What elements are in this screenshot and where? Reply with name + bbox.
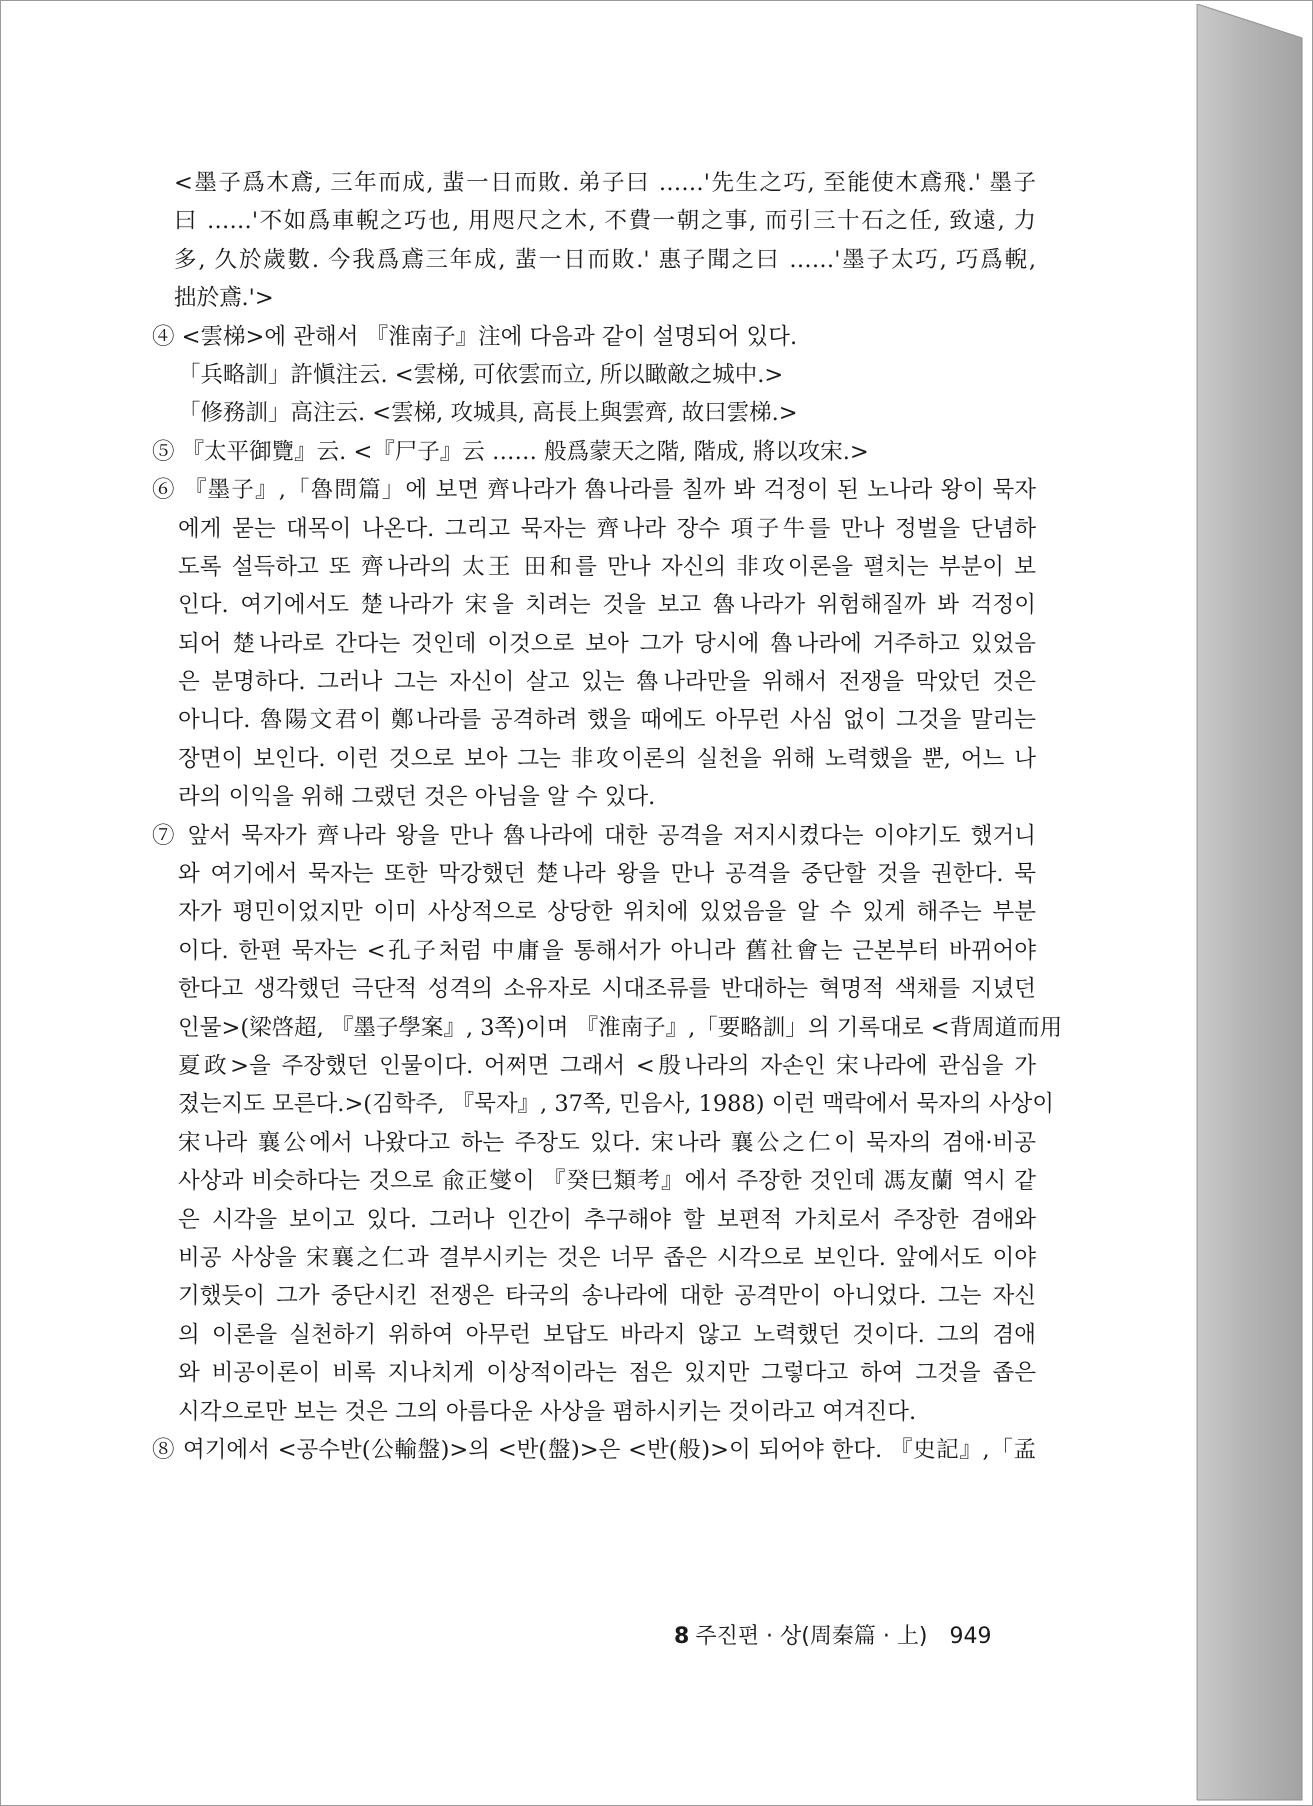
footnote-line: 비공 사상을 宋襄之仁과 결부시키는 것은 너무 좁은 시각으로 보인다. 앞에서도 이야: [178, 1244, 1036, 1271]
footnote-line: 라의 이익을 위해 그랬던 것은 아님을 알 수 있다.: [178, 784, 656, 811]
footnote-6: [152, 471, 1036, 817]
footnote-line: 夏政>을 주장했던 인물이다. 어쩌면 그래서 <殷나라의 자손인 宋나라에 관심을 가: [178, 1052, 1036, 1079]
footnote-line: 시각으로만 보는 것은 그의 아름다운 사상을 폄하시키는 것이라고 여겨진다.: [178, 1398, 917, 1425]
footnote-line: ④ <雲梯>에 관해서 『淮南子』注에 다음과 같이 설명되어 있다.: [152, 323, 798, 350]
page-body: [152, 164, 1063, 1469]
footnote-5: [152, 433, 1036, 471]
footnote-line: 「兵略訓」許愼注云. <雲梯, 可依雲而立, 所以瞰敵之城中.>: [178, 361, 784, 388]
footnote-line: 宋나라 襄公에서 나왔다고 하는 주장도 있다. 宋나라 襄公之仁이 묵자의 겸애·비공: [178, 1129, 1036, 1156]
footnote-line: ⑦ 앞서 묵자가 齊나라 왕을 만나 魯나라에 대한 공격을 저지시켰다는 이야기도 했거니: [152, 822, 1036, 849]
footnote-line: ⑤ 『太平御覽』云. <『尸子』云 …… 般爲蒙天之階, 階成, 將以攻宋.>: [152, 438, 869, 465]
footnote-line: 「修務訓」高注云. <雲梯, 攻城具, 高長上與雲齊, 故曰雲梯.>: [178, 400, 798, 427]
footnote-line: 기했듯이 그가 중단시킨 전쟁은 타국의 송나라에 대한 공격만이 아니었다. 그는 자신: [178, 1283, 1036, 1310]
footnote-line: ⑧ 여기에서 <공수반(公輸盤)>의 <반(盤)>은 <반(般)>이 되어야 한다. 『史記』,「孟: [152, 1436, 1036, 1463]
quote-line: <墨子爲木鳶, 三年而成, 蜚一日而敗. 弟子曰 ……'先生之巧, 至能使木鳶飛.' 墨子: [174, 170, 1036, 196]
quote-line: 拙於鳶.'>: [174, 285, 274, 312]
footnote-line: 도록 설득하고 또 齊나라의 太王 田和를 만나 자신의 非攻이론을 펼치는 부분이 보: [178, 553, 1036, 580]
footnote-line: 은 시각을 보이고 있다. 그러나 인간이 추구해야 할 보편적 가치로서 주장한 겸애와: [178, 1206, 1036, 1233]
page-number: 949: [949, 1624, 992, 1649]
footnote-line: 와 여기에서 묵자는 또한 막강했던 楚나라 왕을 만나 공격을 중단할 것을 권한다. 묵: [178, 861, 1036, 888]
footnote-8: [152, 1431, 1036, 1469]
footnote-line: 한다고 생각했던 극단적 성격의 소유자로 시대조류를 반대하는 혁명적 색채를 지녔던: [178, 976, 1036, 1003]
footnote-line: ⑥ 『墨子』,「魯問篇」에 보면 齊나라가 魯나라를 칠까 봐 걱정이 된 노나라 왕이 묵자: [152, 477, 1036, 504]
footnote-line: 사상과 비슷하다는 것으로 兪正燮이 『癸巳類考』에서 주장한 것인데 馮友蘭 역시 같: [178, 1168, 1036, 1195]
quote-line: 多, 久於歲數. 今我爲鳶三年成, 蜚一日而敗.' 惠子聞之曰 ……'墨子太巧, 巧爲輗,: [174, 246, 1036, 273]
footnote-line: 자가 평민이었지만 이미 사상적으로 상당한 위치에 있었음을 알 수 있게 해주는 부분: [178, 899, 1036, 926]
footnote-line: 인다. 여기에서도 楚나라가 宋을 치려는 것을 보고 魯나라가 위험해질까 봐 걱정이: [178, 592, 1036, 619]
chapter-title: 주진편 · 상(周秦篇 · 上): [695, 1624, 928, 1649]
quote-line: 曰 ……'不如爲車輗之巧也, 用咫尺之木, 不費一朝之事, 而引三十石之任, 致遠, 力: [174, 208, 1036, 235]
footnote-line: 아니다. 魯陽文君이 鄭나라를 공격하려 했을 때에도 아무런 사심 없이 그것을 말리는: [178, 707, 1036, 734]
footnote-7: [152, 817, 1063, 1431]
footnote-line: 의 이론을 실천하기 위하여 아무런 보답도 바라지 않고 노력했던 것이다. 그의 겸애: [178, 1321, 1036, 1348]
footnote-line: 은 분명하다. 그러나 그는 자신이 살고 있는 魯나라만을 위해서 전쟁을 막았던 것은: [178, 669, 1036, 696]
footnote-line: 인물>(梁啓超, 『墨子學案』, 3쪽)이며 『淮南子』,「要略訓」의 기록대로 <背周道而用: [178, 1014, 1063, 1041]
footnote-line: 장면이 보인다. 이런 것으로 보아 그는 非攻이론의 실천을 위해 노력했을 뿐, 어느 나: [178, 745, 1036, 772]
footnote-line: 졌는지도 모른다.>(김학주, 『묵자』, 37쪽, 민음사, 1988) 이런 맥락에서 묵자의 사상이: [178, 1091, 1055, 1118]
page-stack-graphic: [1197, 4, 1309, 1804]
footnote-line: 에게 묻는 대목이 나온다. 그리고 묵자는 齊나라 장수 項子牛를 만나 정벌을 단념하: [178, 515, 1036, 542]
page-footer: [674, 1622, 991, 1652]
book-page: [6, 4, 1197, 1800]
footnote-line: 와 비공이론이 비록 지나치게 이상적이라는 점은 있지만 그렇다고 하여 그것을 좁은: [178, 1360, 1036, 1387]
quote-block: [174, 164, 1036, 318]
footnote-line: 되어 楚나라로 간다는 것인데 이것으로 보아 그가 당시에 魯나라에 거주하고 있었음: [178, 630, 1036, 657]
footnote-4: [152, 318, 1036, 433]
chapter-number: 8: [674, 1624, 690, 1649]
footnote-line: 이다. 한편 묵자는 <孔子처럼 中庸을 통해서가 아니라 舊社會는 근본부터 바뀌어야: [178, 937, 1036, 964]
